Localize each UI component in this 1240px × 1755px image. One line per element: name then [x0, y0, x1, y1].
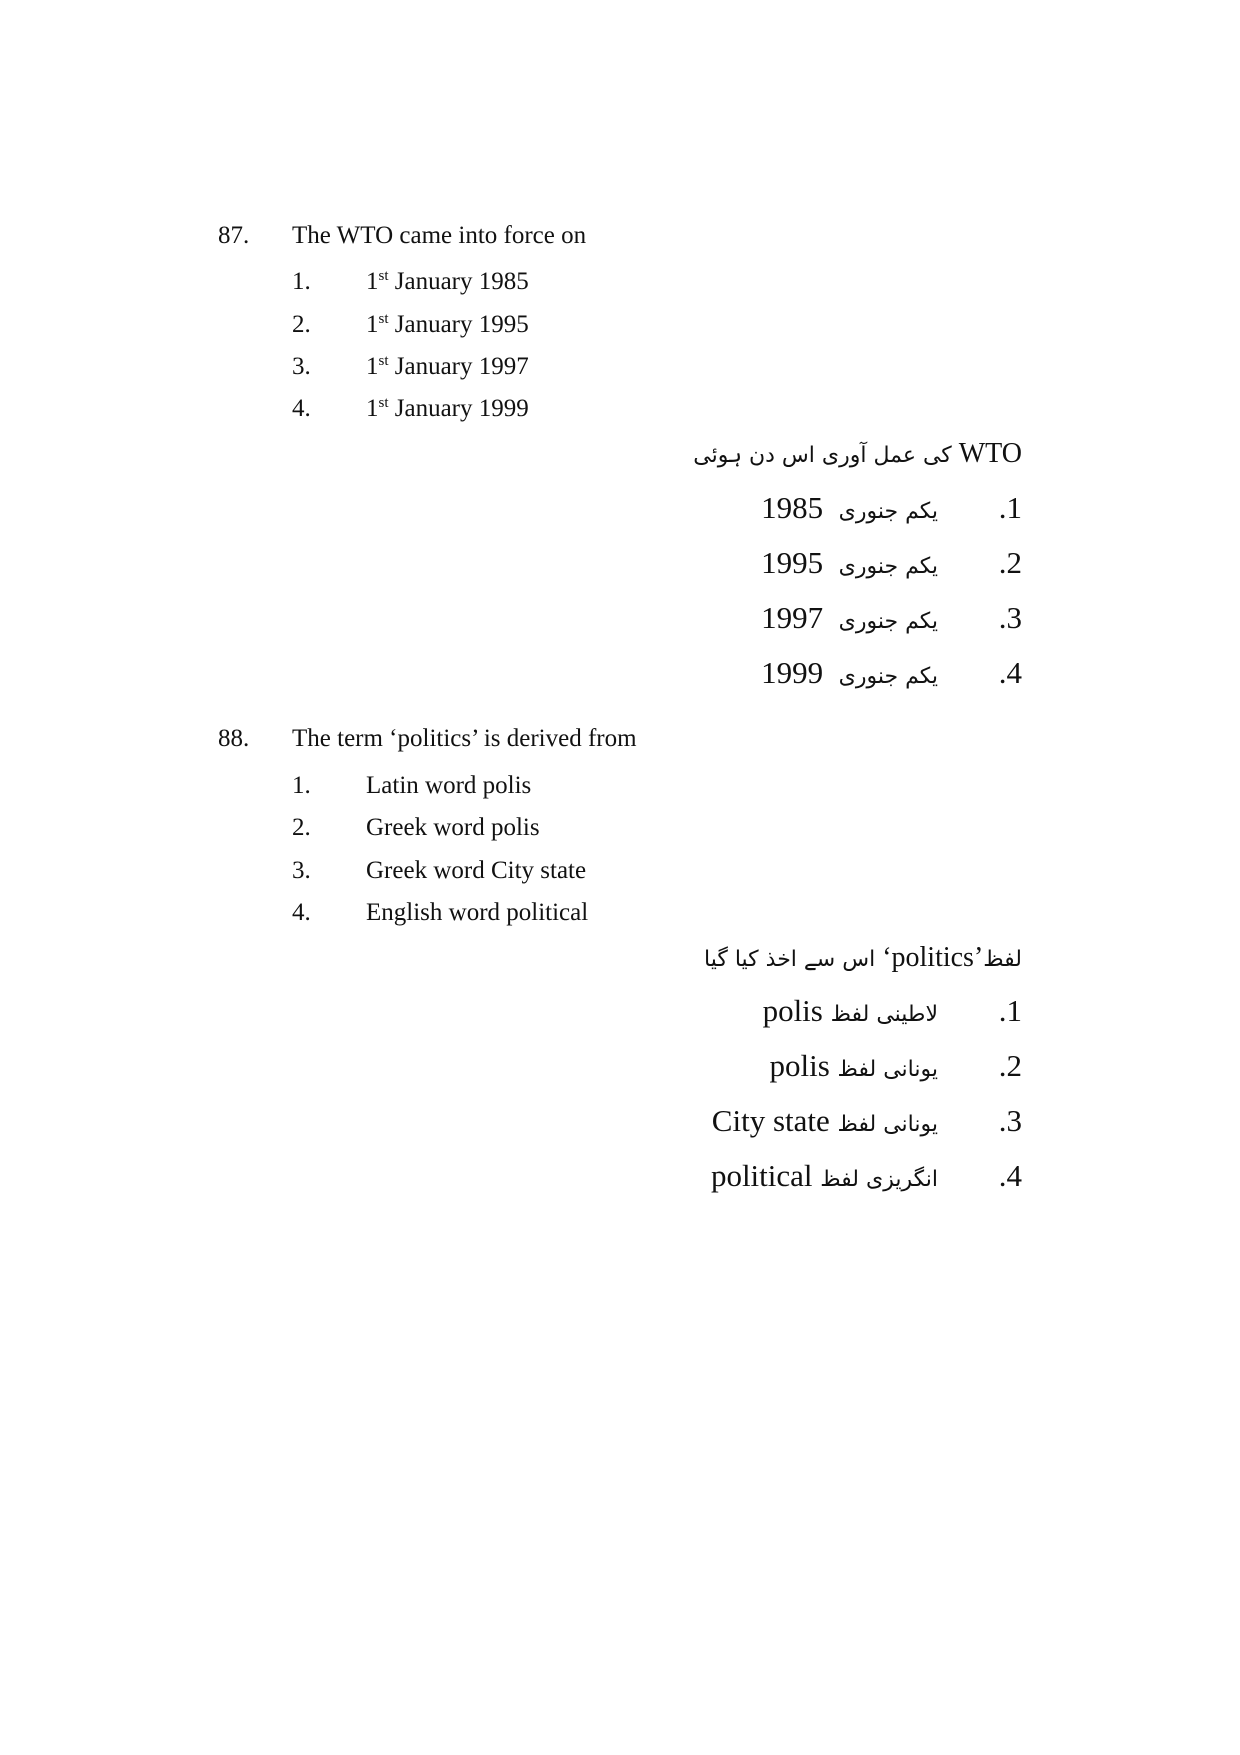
option-text: 1st January 1997: [366, 353, 529, 380]
option-number: 3.: [292, 353, 311, 380]
urdu-option: polis لاطینی لفظ .1: [762, 993, 1022, 1028]
option-text: 1st January 1995: [366, 311, 529, 338]
urdu-option-number: .1: [998, 993, 1022, 1028]
question-text: The term ‘politics’ is derived from: [292, 725, 637, 752]
option-number: 3.: [292, 857, 311, 884]
option-text: Latin word polis: [366, 772, 532, 799]
option-number: 4.: [292, 899, 311, 926]
option-number: 4.: [292, 395, 311, 422]
question-number: 87.: [218, 222, 250, 249]
option-number: 2.: [292, 311, 311, 338]
urdu-option: City state یونانی لفظ .3: [711, 1103, 1022, 1138]
urdu-option-number: .2: [998, 1048, 1022, 1083]
question-number: 88.: [218, 725, 250, 752]
urdu-option: political انگریزی لفظ .4: [710, 1158, 1022, 1193]
option-text: English word political: [366, 899, 589, 926]
option-text: Greek word City state: [366, 857, 587, 884]
urdu-option-number: .3: [998, 1103, 1022, 1138]
urdu-option: polis یونانی لفظ .2: [769, 1048, 1022, 1083]
urdu-option-number: .4: [998, 655, 1022, 690]
urdu-question-text: کی عمل آوری اس دن ہوئی WTO: [693, 438, 1022, 469]
urdu-option-number: .3: [998, 600, 1022, 635]
option-text: 1st January 1999: [366, 395, 529, 422]
urdu-option: 1997 یکم جنوری .3: [761, 600, 1022, 635]
option-text: 1st January 1985: [366, 268, 529, 295]
option-number: 2.: [292, 814, 311, 841]
option-text: Greek word polis: [366, 814, 540, 841]
urdu-option-number: .2: [998, 545, 1022, 580]
urdu-option: 1985 یکم جنوری .1: [761, 490, 1022, 525]
urdu-option: 1999 یکم جنوری .4: [761, 655, 1022, 690]
option-number: 1.: [292, 772, 311, 799]
urdu-question-text: اس سے اخذ کیا گیا ‘politics’لفظ: [704, 942, 1022, 973]
urdu-option-number: .4: [998, 1158, 1022, 1193]
option-number: 1.: [292, 268, 311, 295]
urdu-option: 1995 یکم جنوری .2: [761, 545, 1022, 580]
question-text: The WTO came into force on: [292, 222, 587, 249]
urdu-option-number: .1: [998, 490, 1022, 525]
